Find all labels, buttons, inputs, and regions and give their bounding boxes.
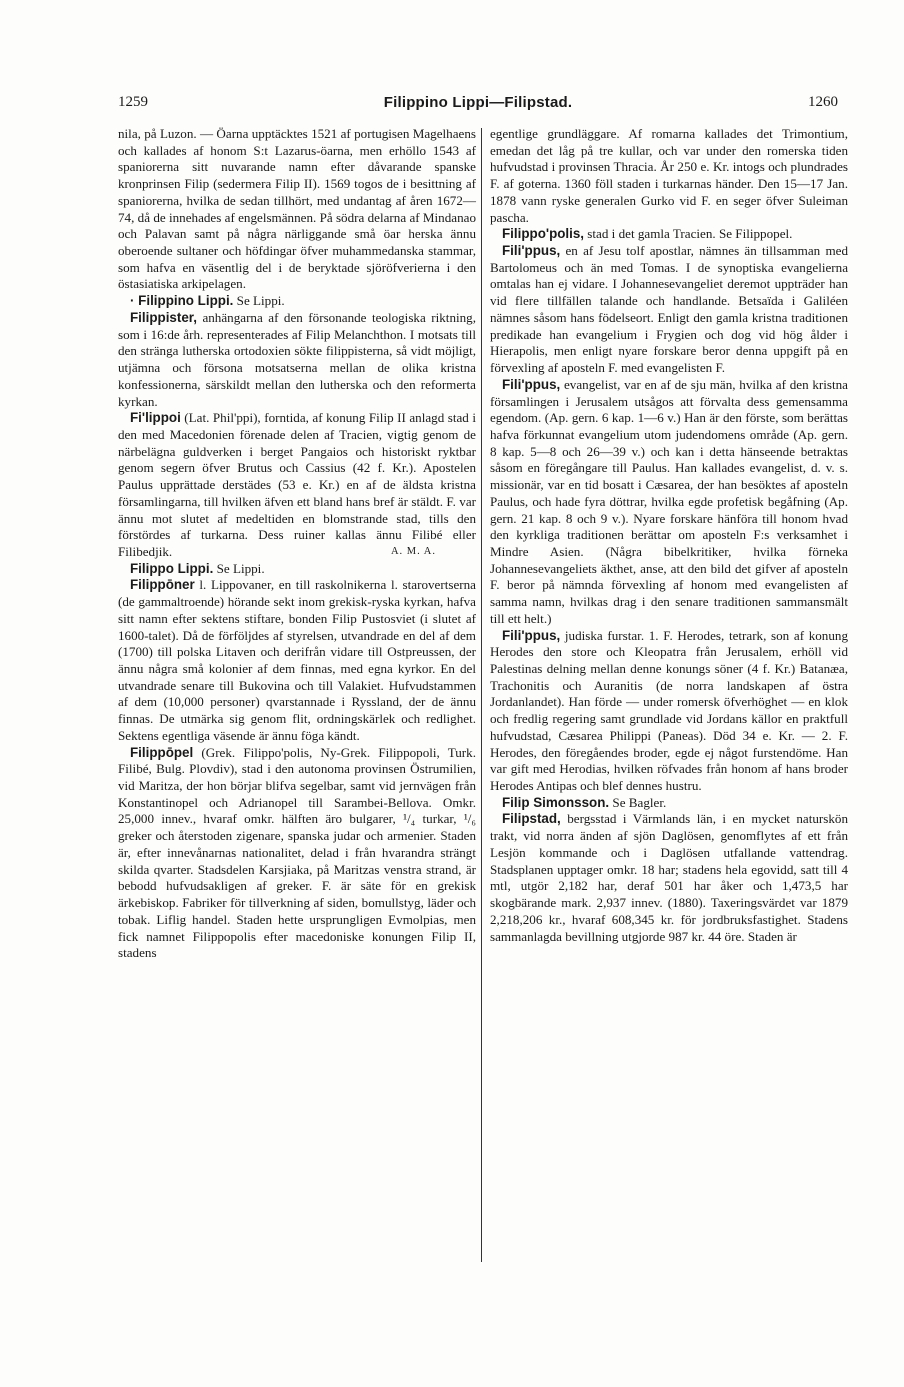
page-number-left: 1259 bbox=[118, 94, 148, 110]
right-column bbox=[490, 126, 848, 945]
entry bbox=[118, 561, 476, 578]
entry-text: (Grek. Filippo'polis, Ny-Grek. Filippopoli, Turk. Filibé, Bulg. Plovdiv), stad i den autonoma provinsen Östrumilien, vid Maritza, der hon börjar blifva segelbar, samt vid jernvägen från Konstantinopel och Adrianopel till Sarambei-Bellova. Omkr. 25,000 innev., hvaraf omkr. hälften äro bulgarer, ¹/₄ turkar, ¹/₆ greker och återstoden zigenare, spanska judar och armenier. Staden är, efter innevånarnas nationalitet, delad i från hvarandra strängt skilda qvarter. Stadsdelen Karsjiaka, på Maritzas venstra strand, är bebodd hufvudsakligen af greker. F. är säte för en grekisk ärkebiskop. Fabriker för tillverkning af siden, bomullstyg, läder och tobak. Liflig handel. Staden hette ursprungligen Evmolpias, men fick namnet Filippopolis efter macedoniske konungen Filip II, stadens bbox=[118, 744, 476, 961]
entry-headword: Filipstad, bbox=[502, 811, 561, 827]
entry-headword: Fili'ppus, bbox=[502, 376, 561, 392]
entry-headword: Filip Simonsson. bbox=[502, 794, 610, 810]
entry-headword: Fi'lippoi bbox=[130, 410, 181, 426]
entry-headword: Filippister, bbox=[130, 309, 197, 325]
entry-headword: Filippōpel bbox=[130, 744, 194, 760]
entry bbox=[490, 628, 848, 795]
entry-text: Se Lippi. bbox=[233, 293, 285, 309]
entry bbox=[490, 795, 848, 812]
entry-headword: Filippo Lippi. bbox=[130, 560, 214, 576]
entry bbox=[490, 377, 848, 628]
entry-headword: Fili'ppus, bbox=[502, 627, 561, 643]
entry-continuation bbox=[118, 126, 476, 293]
entry bbox=[118, 577, 476, 744]
author-signature: A. M. A. bbox=[390, 545, 436, 557]
entry-headword: Fili'ppus, bbox=[502, 243, 561, 259]
column-divider bbox=[481, 128, 482, 1262]
running-title: Filippino Lippi—Filipstad. bbox=[383, 94, 573, 111]
entry-text: en af Jesu tolf apostlar, nämnes än tillsamman med Bartolomeus och än med Tomas. I de synoptiska evangelierna omtalas han ej vidare. I Johannesevangeliet deremot uppträder han vid flere tillfällen talande och handlande. Betsaïda i Galiléen nämnes såsom hans födelseort. Enligt den gamla kristna traditionen predikade han evangelium i Frygien och dog vid hög ålder i Hierapolis, men enligt nyare forskare beror denna uppgift på en förvexling af aposteln F. med evangelisten F. bbox=[490, 243, 848, 376]
entry bbox=[118, 293, 476, 310]
entry-text: Se Lippi. bbox=[213, 560, 265, 576]
entry-text: judiska furstar. 1. F. Herodes, tetrark, son af konung Herodes den store och Kleopatra från Jerusalem, erhöll vid Palestinas delning mellan denne konungs söner (4 f. Kr.) Batanæa, Trachonitis och Auranitis (de norra landskapen af östra Jordanlandet). Han förde — under romersk öfverhöghet — en klok och fredlig regering samt grundlade vid Jordans källor en praktfull hufvudstad, Cæsarea Philippi (Paneas). Död 34 e. Kr. — 2. F. Herodes, den föregåendes broder, egde ej något furstendöme. Han var gift med Herodias, hvilken röfvades från honom af hans broder Herodes Antipas och blef dennes hustru. bbox=[490, 627, 848, 794]
entry bbox=[118, 410, 476, 560]
entry-text: anhängarna af den försonande teologiska riktning, som i 16:de årh. representerades af Filip Melanchthon. I motsats till den stränga lutherska ortodoxien sökte filippisterna, så vidt möjligt, utjämna och försona motsatserna mellan de olika kristna konfessionerna, särskildt mellan den lutherska och den reformerta kyrkan. bbox=[118, 309, 476, 409]
entry-text: stad i det gamla Tracien. Se Filippopel. bbox=[584, 226, 793, 242]
page-number-right: 1260 bbox=[808, 94, 838, 110]
page-header bbox=[118, 94, 838, 116]
entry-text: Se Bagler. bbox=[609, 794, 667, 810]
entry-headword: · Filippino Lippi. bbox=[130, 293, 234, 309]
entry-continuation bbox=[490, 126, 848, 226]
entry bbox=[118, 745, 476, 962]
entry-headword: Filippōner bbox=[130, 577, 195, 593]
entry-text: egentlige grundläggare. Af romarna kallades det Trimontium, emedan det låg på tre kullar, och var under den romerska tiden hufvudstad i provinsen Thracia. År 250 e. Kr. intogs och plundrades F. af goterna. 1360 föll staden i turkarnas händer. Den 15—17 Jan. 1878 vann ryske generalen Gurko vid F. en seger öfver Suleiman pascha. bbox=[490, 126, 848, 225]
entry-headword: Filippo'polis, bbox=[502, 226, 585, 242]
entry bbox=[118, 310, 476, 410]
entry-text: bergsstad i Värmlands län, i en mycket naturskön trakt, vid norra änden af sjön Daglösen, genomflytes af ett från Lesjön kommande och i Daglösen utfallande vattendrag. Stadsplanen upptager omkr. 18 har; stadens hela egovidd, satt till 4 mtl, utgör 2,182 har, deraf 501 har åker och 1,473,5 har skogbärande mark. 2,937 innev. (1880). Taxeringsvärdet var 1879 2,218,206 kr., hvaraf 608,345 kr. för jordbruksfastighet. Stadens sammanlagda bevillning utgjorde 987 kr. 44 öre. Staden är bbox=[490, 811, 848, 944]
entry-text: (Lat. Phil'ppi), forntida, af konung Filip II anlagd stad i den med Macedonien förenade delen af Tracien, vigtig genom de närbelägna guldverken i berget Pangaios och historiskt ryktbar genom segern öfver Brutus och Cassius (42 f. Kr.). Apostelen Paulus upprättade derstädes (53 e. Kr.) en af de äldsta kristna församlingarna, till hvilken äfven ett bland hans bref är stäldt. F. var ännu mot slutet af medeltiden en blomstrande stad, tills den förstördes af turkarna. Dess ruiner kallas ännu Filibé eller Filibedjik. bbox=[118, 410, 476, 559]
entry-text: nila, på Luzon. — Öarna upptäcktes 1521 af portugisen Magelhaens och kallades af honom S:t Lazarus-öarna, men erhöllo 1543 af spaniorerna sitt nuvarande namn efter dåvarande spanske kronprinsen Filip (sedermera Filip II). 1569 togos de i besittning af spaniorerna, hvilka de sedan tillhört, med undantag af åren 1672—74, då de innehades af engelsmännen. På södra delarna af Mindanao och Palavan samt på några närliggande små öar herska ännu oberoende sultaner och höfdingar öfver muhammedanska stammar, som hafva en väsentlig del i de beryktade sjöröfverierna i den östasiatiska arkipelagen. bbox=[118, 126, 476, 292]
entry bbox=[490, 226, 848, 243]
entry bbox=[490, 243, 848, 377]
entry-text: l. Lippovaner, en till raskolnikerna l. starovertserna (de gammaltroende) hörande sekt inom grekisk-ryska kyrkan, hafva sitt namn efter sektens stiftare, bonden Filip Pustosviet (i slutet af 1600-talet). Då de förföljdes af styrelsen, utvandrade en del af dem (1700) till polska Litaven och derifrån vidare till Ostpreussen, der ännu några små kolonier af dem finnas, med egna kyrkor. En del utvandrade senare till Bukovina och till Valakiet. Hufvudstammen af dem (10,000 personer) qvarstannade i Ryssland, der de ännu finnas. De utmärka sig genom flit, ordningskärlek och redlighet. Sektens egentliga väsende är ännu föga kändt. bbox=[118, 577, 476, 743]
left-column bbox=[118, 126, 476, 962]
entry-text: evangelist, var en af de sju män, hvilka af den kristna församlingen i Jerusalem utsågos att förvalta dess gemensamma egendom. (Ap. gern. 6 kap. 1—6 v.) Han är den förste, som berättas hafva förkunnat evangelium utom judendomens område (Ap. gern. 8 kap. 5—8 och 26—39 v.) och kan i detta hänseende betraktas såsom en föregångare till Paulus. Han kallades evangelist, d. v. s. missionär, var en tid bosatt i Cæsarea, der han besöktes af aposteln Paulus, och hade fyra döttrar, hvilka egde profetisk begåfning (Ap. gern. 21 kap. 8 och 9 v.). Nyare forskare hänföra till honom hvad den kyrkliga traditionen berättar om aposteln F:s verksamhet i Mindre Asien. (Några bibelkritiker, hvilka förneka Johannesevangeliets äkthet, anse, att den bild det gifver af aposteln F. beror på nämnda förvexling af honom med evangelisten af samma namn, hvilkas drag i den senare traditionen sammansmält till ett helt.) bbox=[490, 376, 848, 626]
entry bbox=[490, 811, 848, 945]
